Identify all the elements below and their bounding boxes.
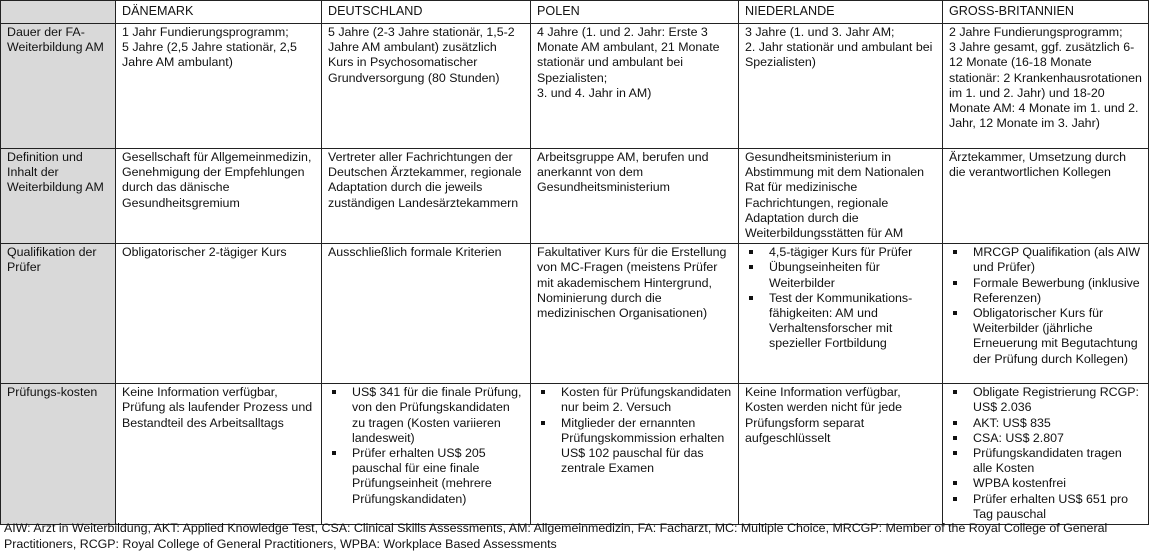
- cell-text: Obligatorischer 2-tägiger Kurs: [122, 245, 287, 260]
- bullet-text: Prüfungskandidaten tragen alle Kosten: [973, 446, 1122, 476]
- table-cell: [322, 384, 531, 525]
- column-header-deutschland: DEUTSCHLAND: [322, 1, 531, 24]
- bullet-text: Mitglieder der ernannten Prüfungskommission erhalten US$ 102 pauschal für das zentrale Examen: [561, 415, 725, 476]
- table-cell: [116, 24, 322, 149]
- square-bullet-icon: [749, 296, 753, 300]
- table-cell: [739, 244, 943, 384]
- table-cell: [739, 384, 943, 525]
- cell-text: Keine Information verfügbar, Prüfung als laufender Prozess und Bestandteil des Arbeitsalltags: [122, 385, 313, 430]
- header-row: [1, 1, 1149, 24]
- cell-text: Gesellschaft für Allgemeinmedizin, Genehmigung der Empfehlungen durch das dänische Gesundheitsgremium: [122, 150, 312, 210]
- cell-text: Ärztekammer, Umsetzung durch die verantwortlichen Kollegen: [949, 150, 1126, 180]
- square-bullet-icon: [953, 421, 957, 425]
- cell-text: Fakultativer Kurs für die Erstellung von MC-Fragen (meistens Prüfer mit akademischem Hintergrund, Nominierung durch die medizinischen Organisationen): [537, 245, 727, 321]
- column-header-gross-britannien: GROSS-BRITANNIEN: [943, 1, 1149, 24]
- bullet-text: Obligatorischer Kurs für Weiterbilder (jährliche Erneuerung mit Begutachtung der Prüfung durch Kollegen): [973, 306, 1138, 366]
- table-cell: [739, 149, 943, 244]
- bullet-item: [949, 476, 1142, 491]
- bullet-text: AKT: US$ 835: [973, 415, 1051, 430]
- table-cell: [943, 24, 1149, 149]
- square-bullet-icon: [953, 436, 957, 440]
- table-row-qualifikation: [1, 244, 1149, 384]
- bullet-item: [949, 416, 1142, 431]
- table-cell: [322, 24, 531, 149]
- bullet-item: [949, 446, 1142, 476]
- bullet-text: US$ 341 für die finale Prüfung, von den Prüfungskandidaten zu tragen (Kosten variieren landesweit): [352, 385, 522, 445]
- table-cell: [943, 149, 1149, 244]
- cell-text: Gesundheitsministerium in Abstimmung mit dem Nationalen Rat für medizinische Fachrichtungen, regionale Adaptation durch die Weiterbildungsstätten für AM: [745, 150, 925, 241]
- table-cell: [531, 244, 739, 384]
- square-bullet-icon: [953, 497, 957, 501]
- table-cell: [116, 149, 322, 244]
- square-bullet-icon: [541, 421, 545, 425]
- cell-text: Vertreter aller Fachrichtungen der Deutschen Ärztekammer, regionale Adaptation durch die jeweils zuständigen Landesärztekammern: [328, 150, 522, 210]
- bullet-list: [537, 385, 732, 476]
- bullet-item: [745, 291, 936, 352]
- table-cell: [531, 24, 739, 149]
- bullet-text: Prüfer erhalten US$ 205 pauschal für eine finale Prüfungseinheit (mehrere Prüfungskandidaten): [352, 446, 492, 506]
- table-cell: [531, 149, 739, 244]
- bullet-text: Test der Kommunikations-fähigkeiten: AM und Verhaltensforscher mit spezieller Fortbildung: [769, 290, 913, 351]
- table-cell: [739, 24, 943, 149]
- bullet-text: CSA: US$ 2.807: [973, 430, 1064, 445]
- column-header-niederlande: NIEDERLANDE: [739, 1, 943, 24]
- square-bullet-icon: [953, 451, 957, 455]
- row-header: Prüfungs-kosten: [1, 384, 116, 525]
- column-header-polen: POLEN: [531, 1, 739, 24]
- bullet-item: [745, 260, 936, 290]
- bullet-list: [328, 385, 524, 507]
- bullet-list: [745, 245, 936, 351]
- square-bullet-icon: [541, 390, 545, 394]
- table-cell: [943, 384, 1149, 525]
- bullet-text: Formale Bewerbung (inklusive Referenzen): [973, 275, 1140, 305]
- cell-text: Ausschließlich formale Kriterien: [328, 245, 502, 260]
- cell-text: 3 Jahre (1. und 3. Jahr AM; 2. Jahr stationär und ambulant bei Spezialisten): [745, 25, 933, 70]
- cell-text: 5 Jahre (2-3 Jahre stationär, 1,5-2 Jahre AM ambulant) zusätzlich Kurs in Psychosomatischer Grundversorgung (80 Stunden): [328, 25, 515, 85]
- bullet-item: [745, 245, 936, 260]
- bullet-item: [537, 385, 732, 415]
- table-cell: [322, 149, 531, 244]
- bullet-item: [537, 416, 732, 477]
- footnote: AIW: Arzt in Weiterbildung, AKT: Applied Knowledge Test, CSA: Clinical Skills Assessments, AM: Allgemeinmedizin, FA: Facharzt, MC: Multiple Choice, MRCGP: Member of the Royal College of General Practitioners, RCGP: Royal College of General Practitioners, WPBA: Workplace Based Assessments: [4, 521, 1108, 551]
- square-bullet-icon: [332, 451, 336, 455]
- row-header: Dauer der FA-Weiterbildung AM: [1, 24, 116, 149]
- table-cell: [943, 244, 1149, 384]
- table-cell: [116, 384, 322, 525]
- bullet-item: [949, 306, 1142, 367]
- table-cell: [322, 244, 531, 384]
- bullet-item: [328, 446, 524, 507]
- bullet-text: Kosten für Prüfungskandidaten nur beim 2. Versuch: [561, 385, 732, 415]
- square-bullet-icon: [749, 265, 753, 269]
- bullet-text: Obligate Registrierung RCGP: US$ 2.036: [973, 385, 1139, 415]
- column-header-daenemark: DÄNEMARK: [116, 1, 322, 24]
- bullet-text: MRCGP Qualifikation (als AIW und Prüfer): [973, 245, 1141, 275]
- row-header: Definition und Inhalt der Weiterbildung AM: [1, 149, 116, 244]
- square-bullet-icon: [953, 311, 957, 315]
- table-row-dauer: [1, 24, 1149, 149]
- bullet-item: [949, 276, 1142, 306]
- row-header: Qualifikation der Prüfer: [1, 244, 116, 384]
- bullet-text: WPBA kostenfrei: [973, 476, 1066, 491]
- corner-cell: [1, 1, 116, 24]
- square-bullet-icon: [953, 250, 957, 254]
- table-row-definition: [1, 149, 1149, 244]
- table-cell: [531, 384, 739, 525]
- bullet-list: [949, 245, 1142, 367]
- bullet-text: Übungseinheiten für Weiterbilder: [769, 260, 880, 290]
- cell-text: 1 Jahr Fundierungsprogramm; 5 Jahre (2,5 Jahre stationär, 2,5 Jahre AM ambulant): [122, 25, 297, 70]
- square-bullet-icon: [953, 281, 957, 285]
- cell-text: Arbeitsgruppe AM, berufen und anerkannt von dem Gesundheitsministerium: [537, 150, 709, 195]
- cell-text: 2 Jahre Fundierungsprogramm; 3 Jahre gesamt, ggf. zusätzlich 6-12 Monate (16-18 Monate stationär: 2 Krankenhausrotationen im 1. und 2. Jahr) und 18-20 Monate AM: 4 Monate im 1. und 2. Jahr, 12 Monate im 3. Jahr): [949, 25, 1142, 131]
- square-bullet-icon: [953, 481, 957, 485]
- table-cell: [116, 244, 322, 384]
- square-bullet-icon: [953, 390, 957, 394]
- bullet-item: [328, 385, 524, 446]
- cell-text: 4 Jahre (1. und 2. Jahr: Erste 3 Monate AM ambulant, 21 Monate stationär und ambulant bei Spezialisten; 3. und 4. Jahr in AM): [537, 25, 720, 100]
- square-bullet-icon: [749, 250, 753, 254]
- bullet-item: [949, 245, 1142, 275]
- square-bullet-icon: [332, 390, 336, 394]
- bullet-text: 4,5-tägiger Kurs für Prüfer: [769, 245, 913, 260]
- bullet-item: [949, 492, 1142, 522]
- bullet-item: [949, 431, 1142, 446]
- bullet-text: Prüfer erhalten US$ 651 pro Tag pauschal: [973, 491, 1128, 521]
- bullet-list: [949, 385, 1142, 522]
- bullet-item: [949, 385, 1142, 415]
- table-row-kosten: [1, 384, 1149, 525]
- cell-text: Keine Information verfügbar, Kosten werden nicht für jede Prüfungsform separat aufgeschlüsselt: [745, 385, 903, 445]
